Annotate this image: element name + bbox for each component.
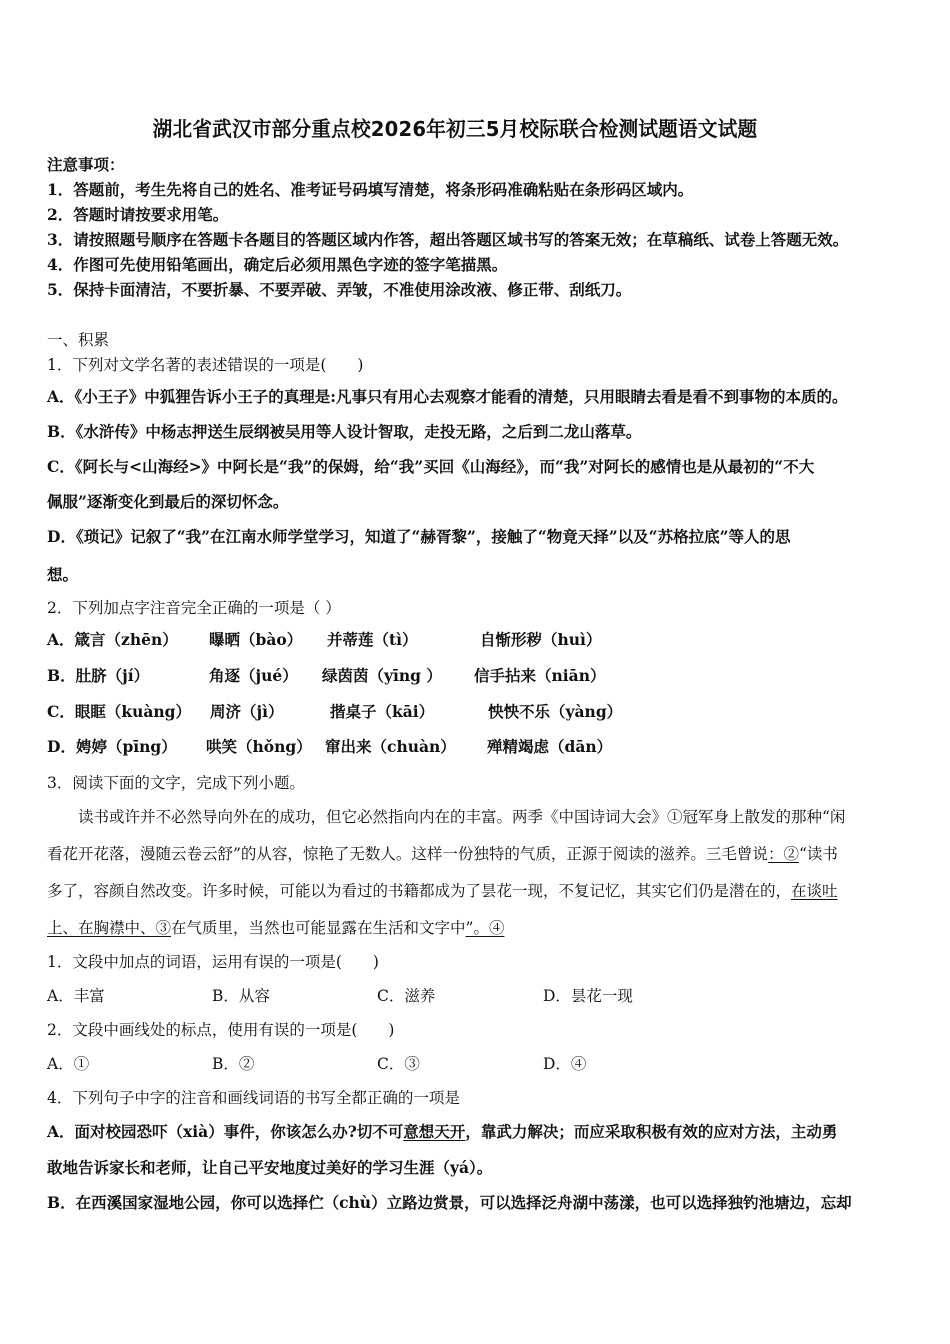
q2-cell: B．肚脐（jí）	[47, 666, 150, 685]
passage-text: 多了，容颜自然改变。许多时候，可能以为看过的书籍都成为了昙花一现，不复记忆，其实它们仍是潜在的，	[47, 882, 792, 900]
underlined-text: 上、在胸襟中、③	[47, 919, 172, 937]
passage-text: 看花开花落，漫随云卷云舒”的从容，惊艳了无数人。这样一份独特的气质，正源于阅读的滋养。三毛曾说	[47, 845, 768, 863]
option-text: ，靠武力解决；而应采取积极有效的应对方法，主动勇	[465, 1122, 838, 1141]
q2-cell: 曝晒（bào）	[209, 630, 303, 649]
section-heading: 一、积累	[47, 331, 110, 349]
q2-option-row	[47, 700, 622, 722]
notice-item: 2．答题时请按要求用笔。	[47, 205, 229, 224]
choice-b: B．从容	[212, 987, 270, 1005]
q2-cell: D．娉婷（pīng）	[47, 737, 177, 756]
passage-text: 在气质里，当然也可能显露在生活和文字中	[171, 919, 466, 937]
notice-item: 1．答题前，考生先将自己的姓名、准考证号码填写清楚，将条形码准确粘贴在条形码区域内。	[47, 180, 694, 199]
choice-a: A．丰富	[47, 987, 105, 1005]
q2-cell: 哄笑（hǒng）	[206, 737, 312, 756]
notice-item: 4．作图可先使用铅笔画出，确定后必须用黑色字迹的签字笔描黑。	[47, 255, 508, 274]
underlined-word: 意想天开	[403, 1122, 466, 1141]
q2-cell: 揩桌子（kāi）	[330, 702, 435, 721]
q2-cell: 绿茵茵（yīng ）	[322, 666, 442, 685]
q4-option-a	[47, 1120, 837, 1142]
q2-cell: 殚精竭虑（dān）	[487, 737, 613, 756]
passage-line	[47, 879, 838, 901]
q3-sub2-options	[47, 1052, 586, 1074]
q2-option-row	[47, 628, 601, 650]
q1-option-b: B．《水浒传》中杨志押送生辰纲被吴用等人设计智取，走投无路，之后到二龙山落草。	[47, 422, 642, 441]
q2-cell: 周济（jì）	[210, 702, 284, 721]
underlined-text: 在谈吐	[791, 882, 838, 900]
q2-cell: 自惭形秽（huì）	[480, 630, 602, 649]
choice-b: B．②	[212, 1055, 255, 1073]
q3-sub2-stem: 2．文段中画线处的标点，使用有误的一项是( )	[47, 1021, 395, 1039]
choice-d: D．④	[543, 1055, 587, 1073]
q2-cell: 信手拈来（niān）	[474, 666, 606, 685]
q3-stem: 3．阅读下面的文字，完成下列小题。	[47, 774, 305, 792]
q2-option-row	[47, 735, 612, 757]
q3-sub1-options	[47, 984, 633, 1006]
q2-cell: 并蒂莲（tì）	[327, 630, 418, 649]
q1-option-c-cont: 佩服”逐渐变化到最后的深切怀念。	[47, 492, 289, 511]
exam-title: 湖北省武汉市部分重点校2026年初三5月校际联合检测试题语文试题	[152, 117, 758, 141]
notice-item: 5．保持卡面清洁，不要折暴、不要弄破、弄皱，不准使用涂改液、修正带、刮纸刀。	[47, 280, 632, 299]
q4-stem: 4．下列句子中字的注音和画线词语的书写全都正确的一项是	[47, 1089, 460, 1107]
passage-text: “读书	[798, 845, 838, 863]
choice-c: C．滋养	[377, 987, 436, 1005]
q2-cell: 角逐（jué）	[209, 666, 298, 685]
q2-option-row	[47, 664, 605, 686]
q1-option-d: D．《琐记》记叙了“我”在江南水师学堂学习，知道了“赫胥黎”，接触了“物竟天择”以及“苏格拉底”等人的思	[47, 527, 791, 546]
q2-cell: A．箴言（zhēn）	[47, 630, 178, 649]
q2-cell: 窜出来（chuàn）	[325, 737, 456, 756]
passage-line	[47, 842, 838, 864]
q2-cell: 怏怏不乐（yàng）	[488, 702, 623, 721]
notice-heading: 注意事项：	[47, 155, 125, 174]
choice-c: C．③	[377, 1055, 420, 1073]
choice-a: A．①	[47, 1055, 90, 1073]
q4-option-a-cont: 敢地告诉家长和老师，让自己平安地度过美好的学习生涯（yá）。	[47, 1158, 493, 1177]
q1-stem: 1．下列对文学名著的表述错误的一项是( )	[47, 356, 364, 374]
q2-stem: 2．下列加点字注音完全正确的一项是（ ）	[47, 599, 341, 617]
q4-option-b: B．在西溪国家湿地公园，你可以选择伫（chù）立路边赏景，可以选择泛舟湖中荡漾，也可以选择独钓池塘边，忘却	[47, 1193, 852, 1212]
q1-option-d-cont: 想。	[47, 565, 79, 584]
passage-line: 读书或许并不必然导向外在的成功，但它必然指向内在的丰富。两季《中国诗词大会》①冠军身上散发的那种“闲	[78, 808, 846, 826]
q1-option-c: C．《阿长与<山海经>》中阿长是“我”的保姆，给“我”买回《山海经》，而“我”对阿长的感情也是从最初的“不大	[47, 457, 815, 476]
q2-cell: C．眼眶（kuàng）	[47, 702, 191, 721]
q1-option-a: A．《小王子》中狐狸告诉小王子的真理是:凡事只有用心去观察才能看的清楚，只用眼睛去看是看不到事物的本质的。	[47, 387, 848, 406]
underlined-punctuation: ”。④	[465, 919, 505, 937]
option-text: A．面对校园恐吓（xià）事件，你该怎么办?切不可	[47, 1122, 404, 1141]
choice-d: D．昙花一现	[543, 987, 633, 1005]
q3-sub1-stem: 1．文段中加点的词语，运用有误的一项是( )	[47, 953, 379, 971]
notice-item: 3．请按照题号顺序在答题卡各题目的答题区域内作答，超出答题区域书写的答案无效；在草稿纸、试卷上答题无效。	[47, 230, 849, 249]
underlined-punctuation: ：②	[767, 845, 799, 863]
passage-line	[47, 916, 504, 938]
